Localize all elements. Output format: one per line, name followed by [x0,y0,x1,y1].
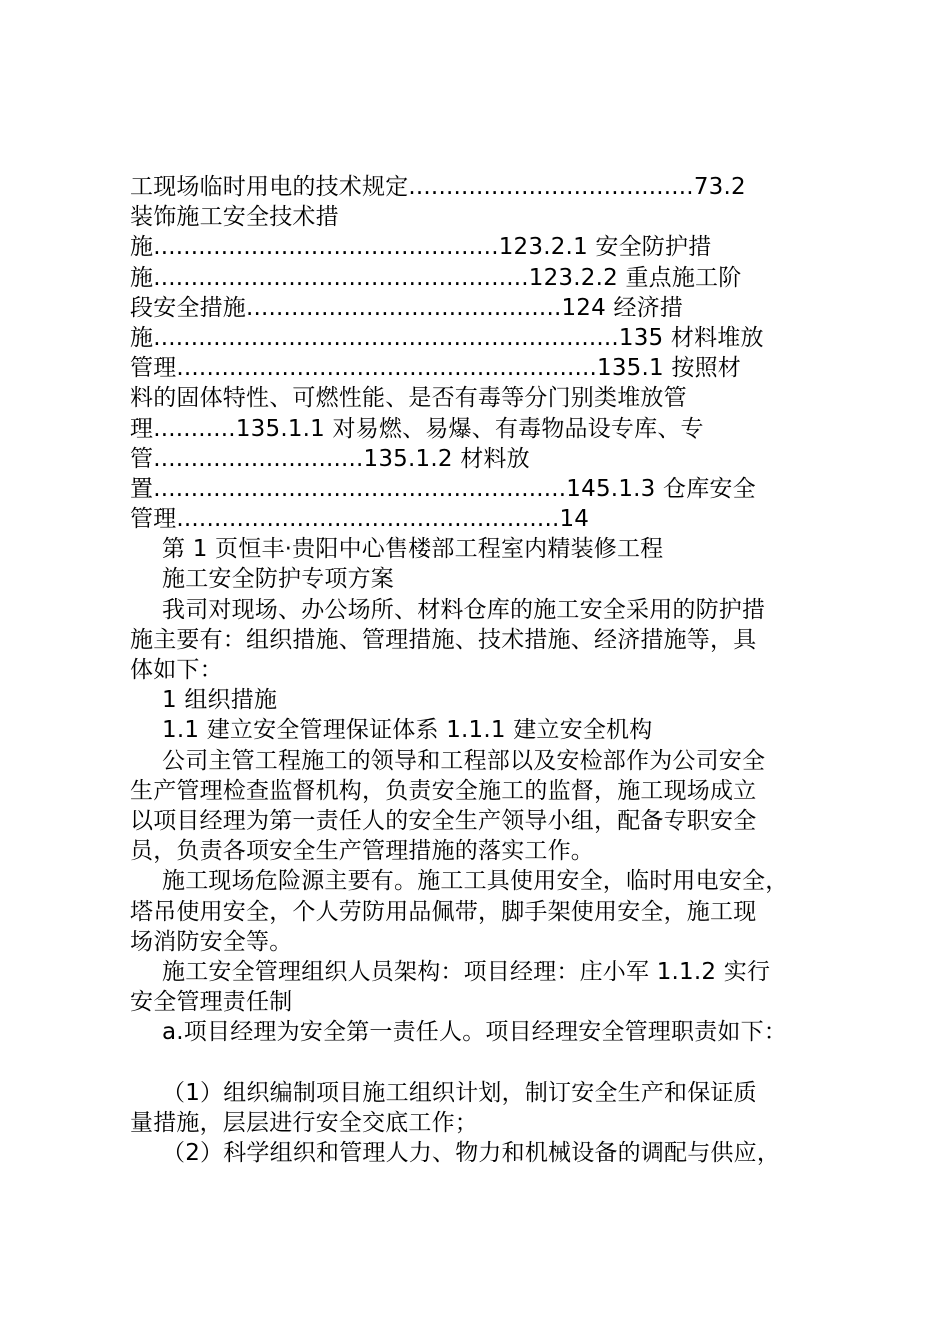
hazard-paragraph: 场消防安全等。 [130,928,293,955]
toc-line: 段安全措施..........................................124 经济措 [130,294,684,321]
subsection-heading: 1.1 建立安全管理保证体系 1.1.1 建立安全机构 [162,717,653,744]
document-title: 施工安全防护专项方案 [162,566,394,593]
toc-line: 管理........................................................135.1 按照材 [130,355,741,382]
toc-line: 施..................................................123.2.2 重点施工阶 [130,264,742,291]
list-item: （1）组织编制项目施工组织计划，制订安全生产和保证质 [162,1079,757,1106]
hazard-paragraph: 施工现场危险源主要有。施工工具使用安全，临时用电安全， [162,868,789,895]
hazard-paragraph: 塔吊使用安全，个人劳防用品佩带，脚手架使用安全，施工现 [130,898,757,925]
list-item: 量措施，层层进行安全交底工作； [130,1109,478,1136]
toc-line: 料的固体特性、可燃性能、是否有毒等分门别类堆放管 [130,385,687,412]
org-paragraph: 生产管理检查监督机构，负责安全施工的监督，施工现场成立 [130,777,757,804]
toc-line: 施..............................................123.2.1 安全防护措 [130,234,712,261]
toc-line: 施..............................................................135 材料堆放 [130,324,764,351]
document-page [130,172,850,1168]
pm-paragraph: a.项目经理为安全第一责任人。项目经理安全管理职责如下： [162,1019,788,1046]
intro-paragraph: 施主要有：组织措施、管理措施、技术措施、经济措施等，具 [130,626,757,653]
toc-line: 管理...................................................14 [130,506,590,533]
org-paragraph: 员，负责各项安全生产管理措施的落实工作。 [130,838,594,865]
toc-line: 置.......................................................145.1.3 仓库安全 [130,475,756,502]
toc-line: 装饰施工安全技术措 [130,204,339,231]
staff-paragraph: 施工安全管理组织人员架构：项目经理：庄小军 1.1.2 实行 [162,958,771,985]
org-paragraph: 以项目经理为第一责任人的安全生产领导小组，配备专职安全 [130,807,757,834]
toc-line: 理...........135.1.1 对易燃、易爆、有毒物品设专库、专 [130,415,704,442]
toc-line: 工现场临时用电的技术规定......................................73.2 [130,174,746,200]
toc-line: 管............................135.1.2 材料放 [130,445,530,472]
list-item: （2）科学组织和管理人力、物力和机械设备的调配与供应， [162,1140,781,1166]
intro-paragraph: 我司对现场、办公场所、材料仓库的施工安全采用的防护措 [162,596,766,623]
org-paragraph: 公司主管工程施工的领导和工程部以及安检部作为公司安全 [162,747,766,774]
page-header-line: 第 1 页恒丰·贵阳中心售楼部工程室内精装修工程 [162,536,664,563]
section-heading: 1 组织措施 [162,687,278,714]
blank-line [130,1047,850,1077]
intro-paragraph: 体如下： [130,657,223,683]
staff-paragraph: 安全管理责任制 [130,989,293,1016]
